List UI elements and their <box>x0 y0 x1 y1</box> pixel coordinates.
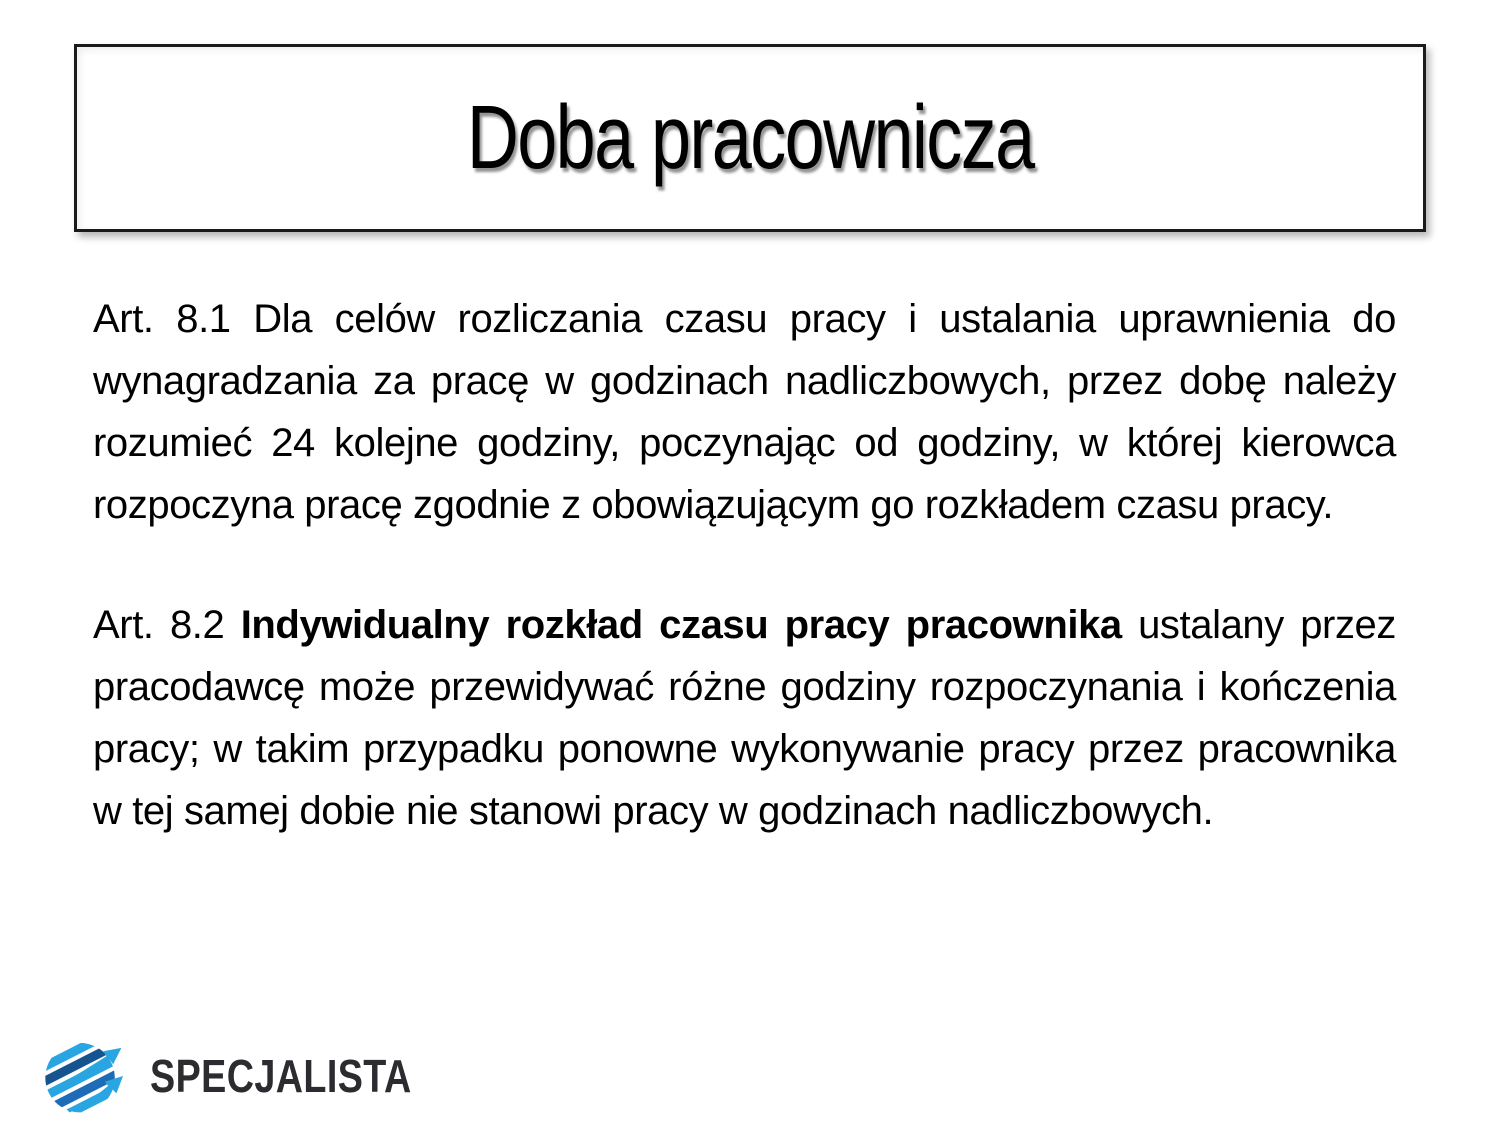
art-8-2-bold-run: Indywidualny rozkład czasu pracy pracownika <box>240 603 1122 647</box>
body-text <box>93 288 1396 900</box>
slide-title: Doba pracownicza <box>466 87 1034 188</box>
logo-text: SPECJALISTA <box>150 1050 412 1102</box>
specjalista-logo <box>42 1032 469 1120</box>
paragraph-art-8-1: Art. 8.1 Dla celów rozliczania czasu pracy i ustalania uprawnienia do wynagradzania za pracę w godzinach nadliczbowych, przez dobę należy rozumieć 24 kolejne godziny, poczynając od godziny, w której kierowca rozpoczyna pracę zgodnie z obowiązującym go rozkładem czasu pracy. <box>93 297 1396 527</box>
paragraph-art-8-2 <box>93 594 1396 842</box>
art-8-2-suffix: ustalany przez pracodawcę może przewidywać różne godziny rozpoczynania i kończenia pracy; w takim przypadku ponowne wykonywanie pracy przez pracownika w tej samej dobie nie stanowi pracy w godzinach nadliczbowych. <box>93 603 1397 833</box>
globe-arrows-icon <box>42 1032 128 1120</box>
title-box <box>74 44 1426 232</box>
art-8-2-prefix: Art. 8.2 <box>93 603 241 647</box>
